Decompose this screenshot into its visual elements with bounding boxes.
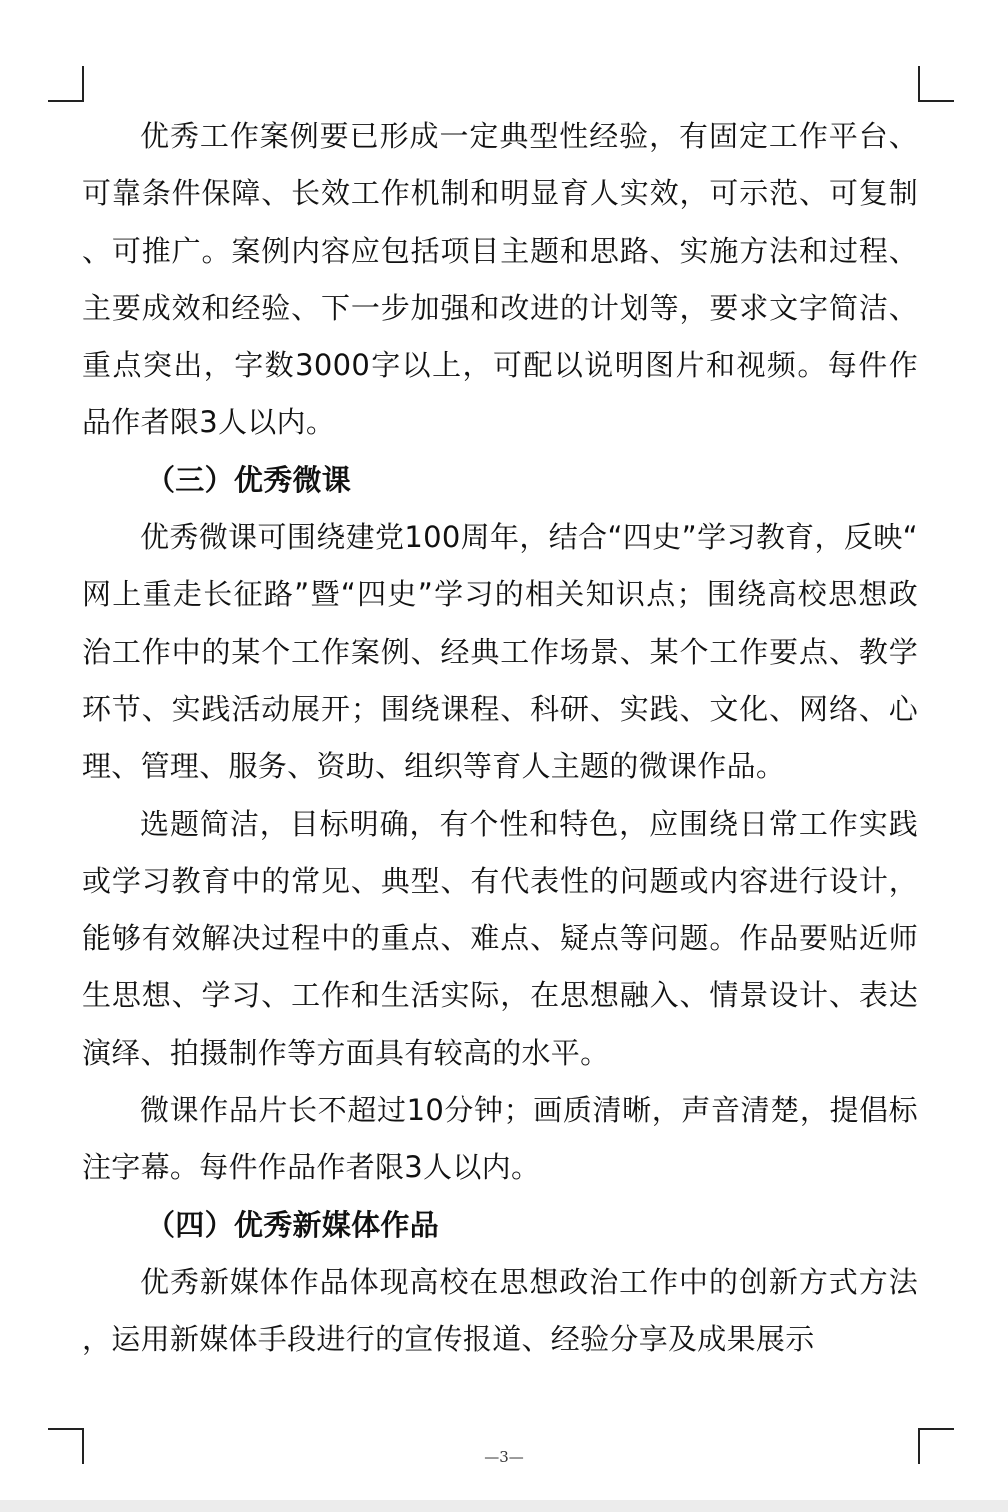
paragraph-new-media: 优秀新媒体作品体现高校在思想政治工作中的创新方式方法，运用新媒体手段进行的宣传报道、经验分享及成果展示 <box>82 1264 918 1357</box>
page-number: —3— <box>484 1448 524 1466</box>
corner-mark-top-left <box>48 66 84 102</box>
document-body <box>82 108 918 1369</box>
heading-new-media: （四）优秀新媒体作品 <box>146 1207 440 1242</box>
paragraph-micro-course-length: 微课作品片长不超过10分钟；画质清晰，声音清楚，提倡标注字幕。每件作品作者限3人以内。 <box>82 1093 918 1185</box>
corner-mark-top-right <box>918 66 954 102</box>
paragraph-micro-course-topics: 优秀微课可围绕建党100周年，结合“四史”学习教育，反映“网上重走长征路”暨“四史”学习的相关知识点；围绕高校思想政治工作中的某个工作案例、经典工作场景、某个工作要点、教学环节、实践活动展开；围绕课程、科研、实践、文化、网络、心理、管理、服务、资助、组织等育人主题的微课作品。 <box>82 520 918 784</box>
heading-micro-course: （三）优秀微课 <box>146 462 352 497</box>
paragraph-micro-course-design: 选题简洁，目标明确，有个性和特色，应围绕日常工作实践或学习教育中的常见、典型、有代表性的问题或内容进行设计，能够有效解决过程中的重点、难点、疑点等问题。作品要贴近师生思想、学习、工作和生活实际，在思想融入、情景设计、表达演绎、拍摄制作等方面具有较高的水平。 <box>82 806 918 1070</box>
paragraph-case-requirements: 优秀工作案例要已形成一定典型性经验，有固定工作平台、可靠条件保障、长效工作机制和明显育人实效，可示范、可复制、可推广。案例内容应包括项目主题和思路、实施方法和过程、主要成效和经验、下一步加强和改进的计划等，要求文字简洁、重点突出，字数3000字以上，可配以说明图片和视频。每件作品作者限3人以内。 <box>82 119 918 440</box>
